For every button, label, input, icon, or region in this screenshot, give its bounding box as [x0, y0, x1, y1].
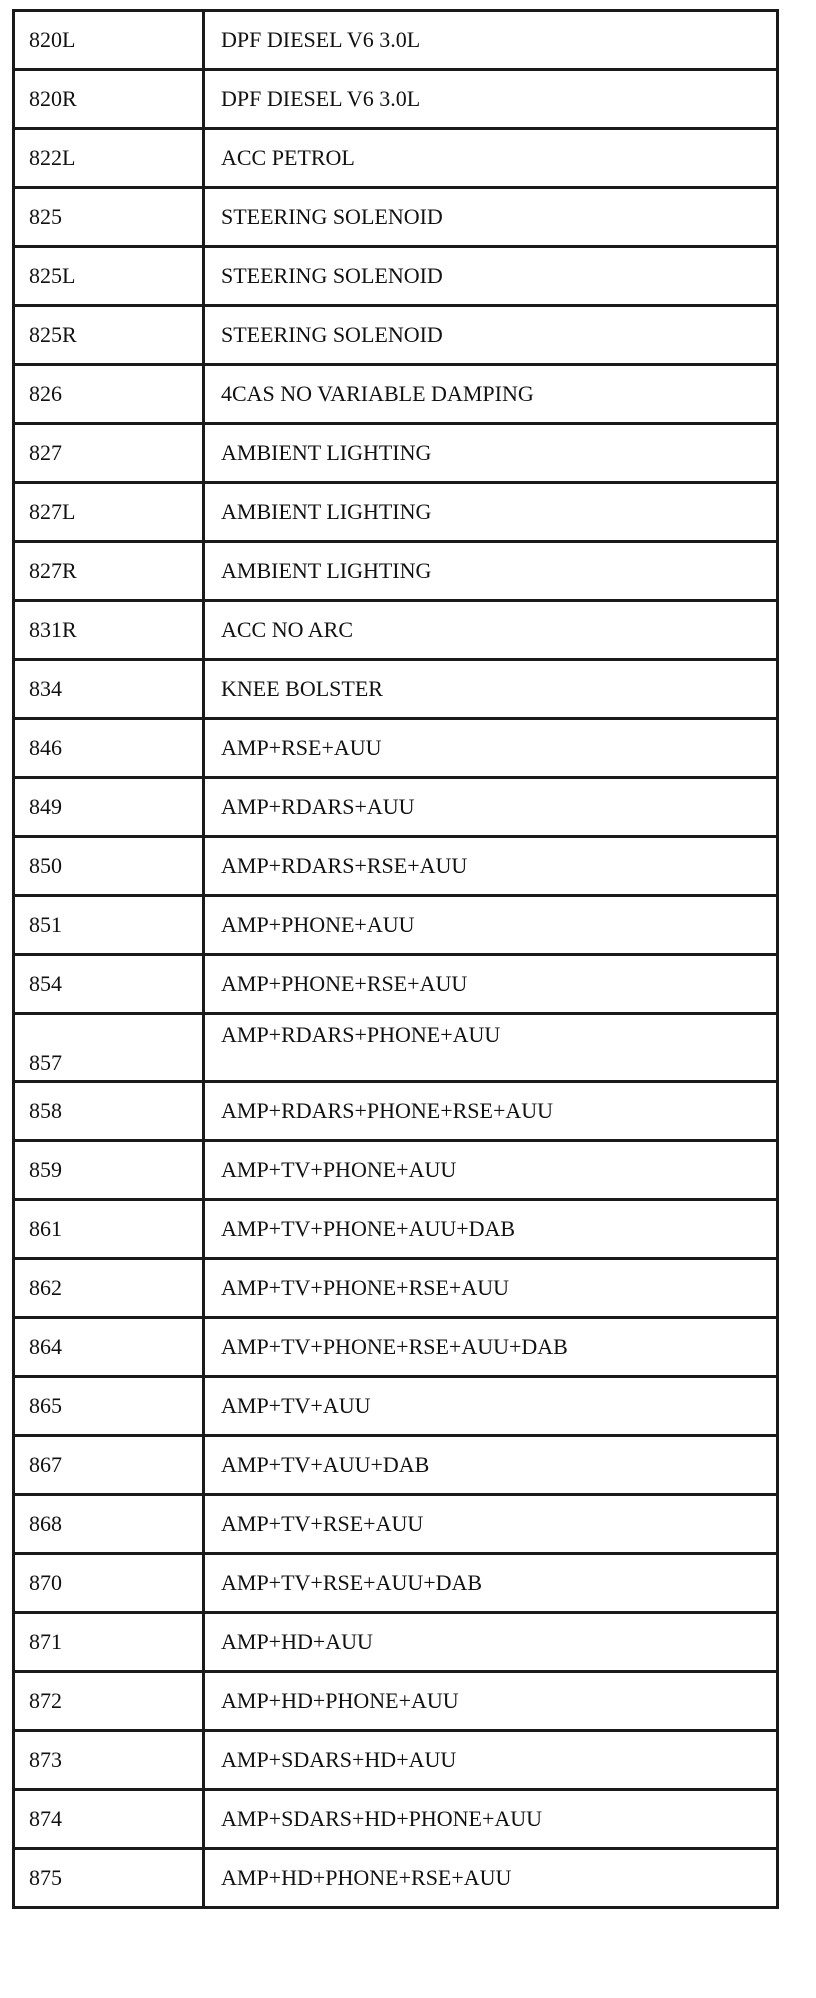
- table-row: [14, 1554, 778, 1613]
- option-code: 834: [14, 660, 204, 719]
- table-row: [14, 1790, 778, 1849]
- table-row: [14, 188, 778, 247]
- table-row: [14, 365, 778, 424]
- table-row: [14, 483, 778, 542]
- option-description: AMP+TV+RSE+AUU+DAB: [204, 1554, 778, 1613]
- option-description: AMP+TV+AUU+DAB: [204, 1436, 778, 1495]
- option-description: AMP+TV+PHONE+RSE+AUU: [204, 1259, 778, 1318]
- option-code: 865: [14, 1377, 204, 1436]
- option-description: STEERING SOLENOID: [204, 188, 778, 247]
- option-description: STEERING SOLENOID: [204, 247, 778, 306]
- option-description: AMP+HD+PHONE+AUU: [204, 1672, 778, 1731]
- option-code: 850: [14, 837, 204, 896]
- table-row: [14, 1200, 778, 1259]
- option-code: 825R: [14, 306, 204, 365]
- table-row: [14, 1014, 778, 1082]
- option-code: 825L: [14, 247, 204, 306]
- table-row: [14, 896, 778, 955]
- option-code: 854: [14, 955, 204, 1014]
- table-row: [14, 1436, 778, 1495]
- table-row: [14, 1672, 778, 1731]
- option-code: 827R: [14, 542, 204, 601]
- option-description: AMP+RDARS+RSE+AUU: [204, 837, 778, 896]
- table-row: [14, 719, 778, 778]
- option-description: STEERING SOLENOID: [204, 306, 778, 365]
- option-description: AMP+RDARS+PHONE+AUU: [204, 1014, 778, 1082]
- table-row: [14, 1141, 778, 1200]
- option-description: AMBIENT LIGHTING: [204, 542, 778, 601]
- option-description: AMP+HD+AUU: [204, 1613, 778, 1672]
- table-row: [14, 1318, 778, 1377]
- option-description: DPF DIESEL V6 3.0L: [204, 11, 778, 70]
- option-description: AMP+RSE+AUU: [204, 719, 778, 778]
- option-code-table-body: [14, 11, 778, 1908]
- option-description: AMP+TV+AUU: [204, 1377, 778, 1436]
- table-row: [14, 1377, 778, 1436]
- table-row: [14, 837, 778, 896]
- table-row: [14, 1082, 778, 1141]
- table-row: [14, 601, 778, 660]
- option-code: 862: [14, 1259, 204, 1318]
- option-code: 827L: [14, 483, 204, 542]
- option-code: 820R: [14, 70, 204, 129]
- option-description: AMP+HD+PHONE+RSE+AUU: [204, 1849, 778, 1908]
- option-code: 861: [14, 1200, 204, 1259]
- option-description: KNEE BOLSTER: [204, 660, 778, 719]
- option-code: 826: [14, 365, 204, 424]
- option-code: 867: [14, 1436, 204, 1495]
- option-code: 864: [14, 1318, 204, 1377]
- option-description: AMP+TV+PHONE+RSE+AUU+DAB: [204, 1318, 778, 1377]
- option-description: AMP+RDARS+PHONE+RSE+AUU: [204, 1082, 778, 1141]
- table-row: [14, 1259, 778, 1318]
- option-code: 827: [14, 424, 204, 483]
- option-description: AMP+SDARS+HD+AUU: [204, 1731, 778, 1790]
- table-row: [14, 424, 778, 483]
- option-code: 875: [14, 1849, 204, 1908]
- option-description: AMP+TV+PHONE+AUU: [204, 1141, 778, 1200]
- table-row: [14, 778, 778, 837]
- option-code: 820L: [14, 11, 204, 70]
- option-code: 868: [14, 1495, 204, 1554]
- table-row: [14, 129, 778, 188]
- option-code: 849: [14, 778, 204, 837]
- table-row: [14, 1849, 778, 1908]
- option-code-table: [12, 9, 779, 1909]
- table-row: [14, 1613, 778, 1672]
- table-row: [14, 660, 778, 719]
- option-code: 822L: [14, 129, 204, 188]
- option-code: 870: [14, 1554, 204, 1613]
- table-row: [14, 70, 778, 129]
- option-description: ACC NO ARC: [204, 601, 778, 660]
- option-code: 871: [14, 1613, 204, 1672]
- table-row: [14, 306, 778, 365]
- option-description: ACC PETROL: [204, 129, 778, 188]
- option-code: 873: [14, 1731, 204, 1790]
- option-description: 4CAS NO VARIABLE DAMPING: [204, 365, 778, 424]
- option-code: 831R: [14, 601, 204, 660]
- table-row: [14, 542, 778, 601]
- option-code: 825: [14, 188, 204, 247]
- option-description: AMBIENT LIGHTING: [204, 424, 778, 483]
- option-description: DPF DIESEL V6 3.0L: [204, 70, 778, 129]
- option-code: 872: [14, 1672, 204, 1731]
- option-code: 874: [14, 1790, 204, 1849]
- table-row: [14, 1495, 778, 1554]
- table-row: [14, 955, 778, 1014]
- option-description: AMP+TV+PHONE+AUU+DAB: [204, 1200, 778, 1259]
- table-row: [14, 247, 778, 306]
- option-code: 858: [14, 1082, 204, 1141]
- option-code: 857: [14, 1014, 204, 1082]
- option-description: AMBIENT LIGHTING: [204, 483, 778, 542]
- option-code: 851: [14, 896, 204, 955]
- option-description: AMP+PHONE+RSE+AUU: [204, 955, 778, 1014]
- option-description: AMP+TV+RSE+AUU: [204, 1495, 778, 1554]
- option-description: AMP+RDARS+AUU: [204, 778, 778, 837]
- option-code: 846: [14, 719, 204, 778]
- option-description: AMP+SDARS+HD+PHONE+AUU: [204, 1790, 778, 1849]
- table-row: [14, 11, 778, 70]
- table-row: [14, 1731, 778, 1790]
- option-description: AMP+PHONE+AUU: [204, 896, 778, 955]
- option-code: 859: [14, 1141, 204, 1200]
